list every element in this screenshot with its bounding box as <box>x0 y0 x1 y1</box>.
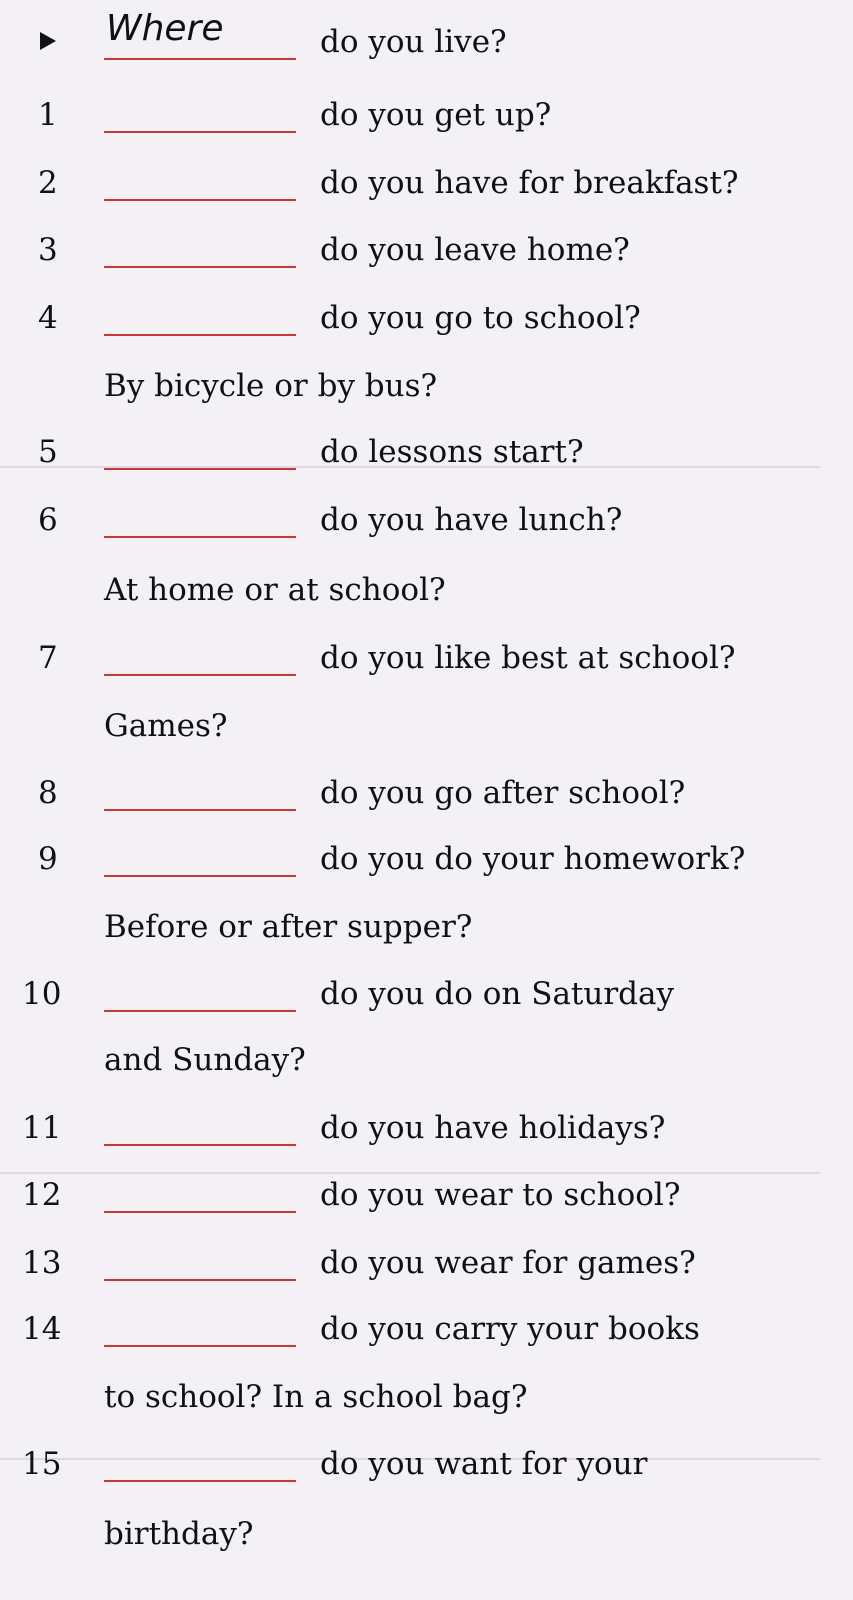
question-row-2 <box>0 163 853 215</box>
question-number: 4 <box>38 300 58 336</box>
question-continuation-7: Games? <box>104 708 228 744</box>
question-text: do you do on Saturday <box>320 976 675 1012</box>
question-number: 12 <box>22 1177 62 1213</box>
answer-blank[interactable] <box>104 1480 296 1482</box>
question-continuation-4: By bicycle or by bus? <box>104 368 438 404</box>
question-text: do you get up? <box>320 97 552 133</box>
answer-blank[interactable] <box>104 266 296 268</box>
question-number: 8 <box>38 775 58 811</box>
question-continuation-10: and Sunday? <box>104 1042 306 1078</box>
question-row-15 <box>0 1444 853 1496</box>
answer-blank[interactable] <box>104 1211 296 1213</box>
question-number: 7 <box>38 640 58 676</box>
question-number: 15 <box>22 1446 62 1482</box>
question-number: 11 <box>22 1110 62 1146</box>
question-text: do you have for breakfast? <box>320 165 739 201</box>
answer-blank[interactable] <box>104 1345 296 1347</box>
answer-blank[interactable] <box>104 131 296 133</box>
question-row-1 <box>0 95 853 147</box>
answer-blank[interactable] <box>104 1279 296 1281</box>
answer-blank[interactable] <box>104 1144 296 1146</box>
question-text: do you want for your <box>320 1446 648 1482</box>
question-row-5 <box>0 432 853 484</box>
question-text: do you leave home? <box>320 232 630 268</box>
example-arrow-icon <box>40 32 56 50</box>
question-row-4 <box>0 298 853 350</box>
question-number: 14 <box>22 1311 62 1347</box>
question-continuation-15: birthday? <box>104 1516 254 1552</box>
answer-blank[interactable] <box>104 468 296 470</box>
ghost-rule <box>0 1172 820 1174</box>
question-number: 6 <box>38 502 58 538</box>
example-answer: Where <box>106 8 224 49</box>
example-row <box>0 8 853 74</box>
question-row-6 <box>0 500 853 552</box>
question-number: 2 <box>38 165 58 201</box>
question-row-8 <box>0 773 853 825</box>
question-text: do you wear for games? <box>320 1245 696 1281</box>
answer-blank[interactable] <box>104 334 296 336</box>
answer-blank[interactable] <box>104 809 296 811</box>
question-number: 1 <box>38 97 58 133</box>
question-text: do you have lunch? <box>320 502 623 538</box>
question-text: do lessons start? <box>320 434 584 470</box>
question-row-10 <box>0 974 853 1026</box>
question-number: 5 <box>38 434 58 470</box>
question-row-7 <box>0 638 853 690</box>
answer-blank[interactable] <box>104 875 296 877</box>
question-number: 13 <box>22 1245 62 1281</box>
question-number: 3 <box>38 232 58 268</box>
question-row-13 <box>0 1243 853 1295</box>
answer-blank[interactable] <box>104 536 296 538</box>
answer-blank[interactable] <box>104 674 296 676</box>
question-text: do you go after school? <box>320 775 686 811</box>
question-row-12 <box>0 1175 853 1227</box>
question-text: do you do your homework? <box>320 841 746 877</box>
question-row-14 <box>0 1309 853 1361</box>
question-text: do you like best at school? <box>320 640 736 676</box>
example-question: do you live? <box>320 24 507 60</box>
question-text: do you wear to school? <box>320 1177 681 1213</box>
answer-blank[interactable] <box>104 199 296 201</box>
question-row-9 <box>0 839 853 891</box>
question-number: 9 <box>38 841 58 877</box>
question-continuation-6: At home or at school? <box>104 572 446 608</box>
question-row-11 <box>0 1108 853 1160</box>
question-text: do you have holidays? <box>320 1110 666 1146</box>
question-continuation-14: to school? In a school bag? <box>104 1379 528 1415</box>
question-text: do you carry your books <box>320 1311 700 1347</box>
question-number: 10 <box>22 976 62 1012</box>
question-text: do you go to school? <box>320 300 641 336</box>
question-row-3 <box>0 230 853 282</box>
answer-blank[interactable] <box>104 1010 296 1012</box>
answer-blank[interactable] <box>104 58 296 60</box>
question-continuation-9: Before or after supper? <box>104 909 473 945</box>
